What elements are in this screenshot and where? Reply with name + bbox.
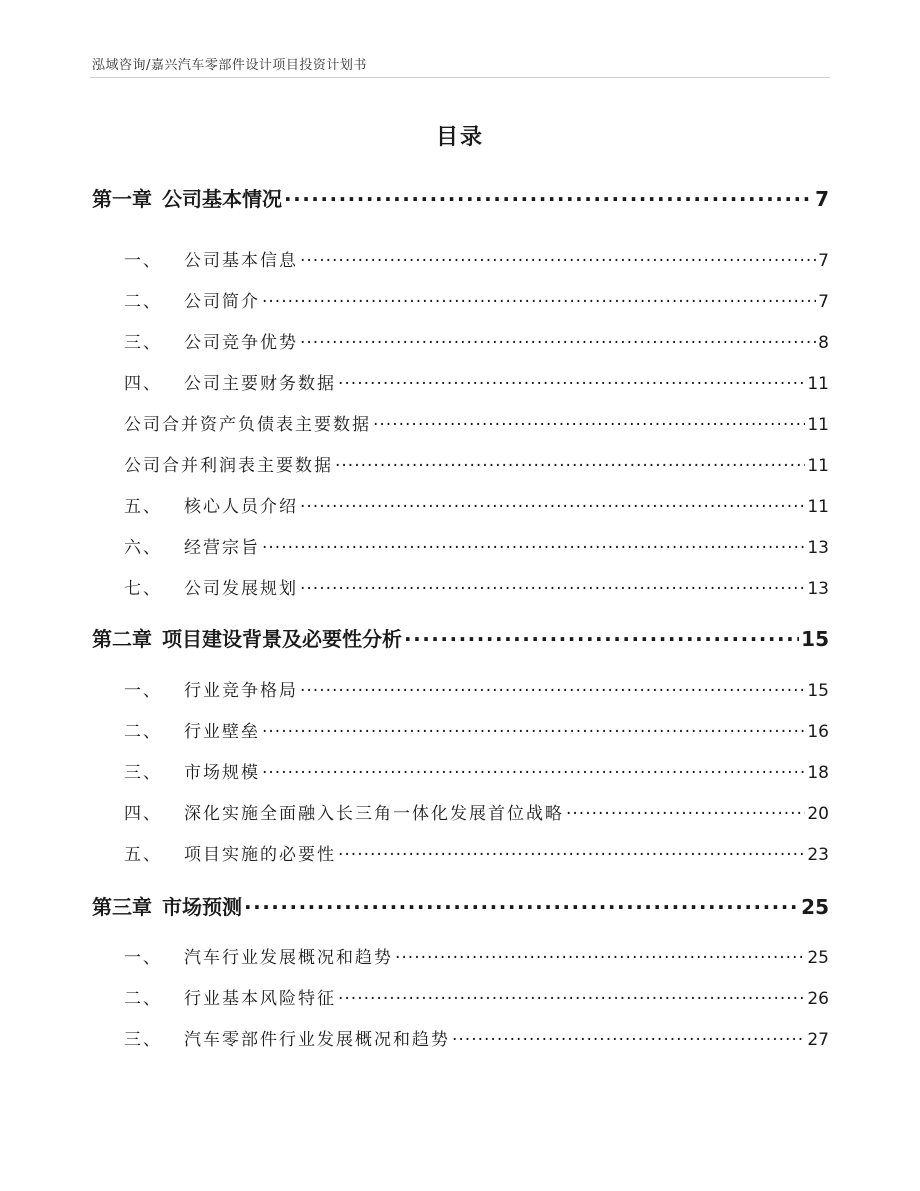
toc-entry-section[interactable] bbox=[124, 574, 829, 599]
dot-leader bbox=[452, 1028, 805, 1045]
toc-entry-section[interactable] bbox=[124, 328, 829, 353]
toc-entry-text: 公司合并利润表主要数据 bbox=[124, 456, 333, 476]
toc-entry-text: 公司基本信息 bbox=[184, 251, 298, 271]
dot-leader bbox=[284, 186, 813, 206]
toc-entry-number: 三、 bbox=[124, 763, 162, 783]
toc-entry-page: 11 bbox=[807, 497, 829, 517]
toc-entry-section[interactable] bbox=[124, 1025, 829, 1050]
toc-entry-number: 四、 bbox=[124, 374, 162, 394]
toc-entry-section[interactable] bbox=[124, 943, 829, 968]
toc-entry-page: 11 bbox=[807, 456, 829, 476]
toc-entry-text: 行业基本风险特征 bbox=[184, 989, 336, 1009]
toc-entry-page: 7 bbox=[818, 292, 829, 312]
toc-entry-text: 项目建设背景及必要性分析 bbox=[162, 627, 402, 651]
dot-leader bbox=[395, 946, 805, 963]
toc-entry-number: 第二章 bbox=[92, 627, 152, 651]
dot-leader bbox=[338, 372, 805, 389]
dot-leader bbox=[262, 761, 805, 778]
toc-entry-section[interactable] bbox=[124, 492, 829, 517]
dot-leader bbox=[335, 454, 805, 471]
toc-entry-text: 公司发展规划 bbox=[184, 579, 298, 599]
dot-leader bbox=[300, 679, 805, 696]
toc-entry-text: 经营宗旨 bbox=[184, 538, 260, 558]
toc-entry-number: 三、 bbox=[124, 1030, 162, 1050]
toc-entry-text: 行业竞争格局 bbox=[184, 681, 298, 701]
toc-entry-number: 第三章 bbox=[92, 895, 152, 919]
toc-entry-text: 行业壁垒 bbox=[184, 722, 260, 742]
toc-entry-number: 二、 bbox=[124, 722, 162, 742]
toc-entry-text: 汽车零部件行业发展概况和趋势 bbox=[184, 1030, 450, 1050]
toc-title: 目录 bbox=[435, 125, 484, 150]
toc-entry-page: 25 bbox=[801, 895, 829, 919]
toc-entry-page: 13 bbox=[807, 538, 829, 558]
toc-entry-number: 六、 bbox=[124, 538, 162, 558]
toc-entry-page: 8 bbox=[818, 333, 829, 353]
toc-entry-number: 一、 bbox=[124, 251, 162, 271]
toc-entry-text: 市场预测 bbox=[162, 895, 242, 919]
toc-entry-number: 五、 bbox=[124, 845, 162, 865]
toc-entry-page: 7 bbox=[815, 187, 829, 211]
toc-entry-page: 13 bbox=[807, 579, 829, 599]
toc-entry-text: 项目实施的必要性 bbox=[184, 845, 336, 865]
toc-entry-number: 第一章 bbox=[92, 187, 152, 211]
toc-entry-page: 11 bbox=[807, 374, 829, 394]
toc-entry-page: 16 bbox=[807, 722, 829, 742]
dot-leader bbox=[262, 536, 805, 553]
toc-entry-number: 七、 bbox=[124, 579, 162, 599]
dot-leader bbox=[262, 290, 816, 307]
toc-entry-subsection[interactable] bbox=[124, 451, 829, 476]
toc-entry-page: 20 bbox=[807, 804, 829, 824]
dot-leader bbox=[300, 249, 816, 266]
toc-entry-number: 一、 bbox=[124, 948, 162, 968]
toc-entry-section[interactable] bbox=[124, 287, 829, 312]
dot-leader bbox=[262, 720, 805, 737]
toc-entry-page: 25 bbox=[807, 948, 829, 968]
toc-entry-number: 四、 bbox=[124, 804, 162, 824]
running-header: 泓域咨询/嘉兴汽车零部件设计项目投资计划书 bbox=[92, 58, 367, 73]
toc-entry-number: 五、 bbox=[124, 497, 162, 517]
dot-leader bbox=[404, 626, 799, 646]
toc-entry-section[interactable] bbox=[124, 799, 829, 824]
toc-entry-page: 26 bbox=[807, 989, 829, 1009]
toc-entry-text: 汽车行业发展概况和趋势 bbox=[184, 948, 393, 968]
toc-entry-section[interactable] bbox=[124, 369, 829, 394]
dot-leader bbox=[373, 413, 805, 430]
toc-entry-section[interactable] bbox=[124, 717, 829, 742]
dot-leader bbox=[566, 802, 805, 819]
dot-leader bbox=[338, 843, 805, 860]
toc-entry-text: 公司简介 bbox=[184, 292, 260, 312]
toc-entry-number: 二、 bbox=[124, 989, 162, 1009]
dot-leader bbox=[300, 495, 805, 512]
toc-entry-section[interactable] bbox=[124, 676, 829, 701]
toc-entry-text: 公司基本情况 bbox=[162, 187, 282, 211]
toc-entry-text: 市场规模 bbox=[184, 763, 260, 783]
toc-entry-chapter[interactable] bbox=[92, 623, 829, 652]
toc-entry-text: 公司主要财务数据 bbox=[184, 374, 336, 394]
header-divider bbox=[90, 77, 830, 78]
toc-entry-text: 公司合并资产负债表主要数据 bbox=[124, 415, 371, 435]
toc-entry-page: 7 bbox=[818, 251, 829, 271]
dot-leader bbox=[244, 894, 799, 914]
toc-entry-chapter[interactable] bbox=[92, 183, 829, 212]
toc-entry-section[interactable] bbox=[124, 984, 829, 1009]
toc-entry-page: 18 bbox=[807, 763, 829, 783]
toc-entry-section[interactable] bbox=[124, 758, 829, 783]
dot-leader bbox=[300, 331, 816, 348]
toc-entry-chapter[interactable] bbox=[92, 891, 829, 920]
dot-leader bbox=[300, 577, 805, 594]
toc-entry-text: 深化实施全面融入长三角一体化发展首位战略 bbox=[184, 804, 564, 824]
toc-entry-page: 27 bbox=[807, 1030, 829, 1050]
toc-entry-section[interactable] bbox=[124, 533, 829, 558]
toc-entry-section[interactable] bbox=[124, 840, 829, 865]
toc-entry-number: 三、 bbox=[124, 333, 162, 353]
toc-entry-number: 一、 bbox=[124, 681, 162, 701]
toc-entry-page: 15 bbox=[801, 627, 829, 651]
dot-leader bbox=[338, 987, 805, 1004]
toc-entry-text: 公司竞争优势 bbox=[184, 333, 298, 353]
toc-entry-page: 23 bbox=[807, 845, 829, 865]
toc-entry-section[interactable] bbox=[124, 246, 829, 271]
toc-entry-number: 二、 bbox=[124, 292, 162, 312]
toc-entry-subsection[interactable] bbox=[124, 410, 829, 435]
toc-entry-page: 15 bbox=[807, 681, 829, 701]
toc-entry-page: 11 bbox=[807, 415, 829, 435]
toc-entry-text: 核心人员介绍 bbox=[184, 497, 298, 517]
